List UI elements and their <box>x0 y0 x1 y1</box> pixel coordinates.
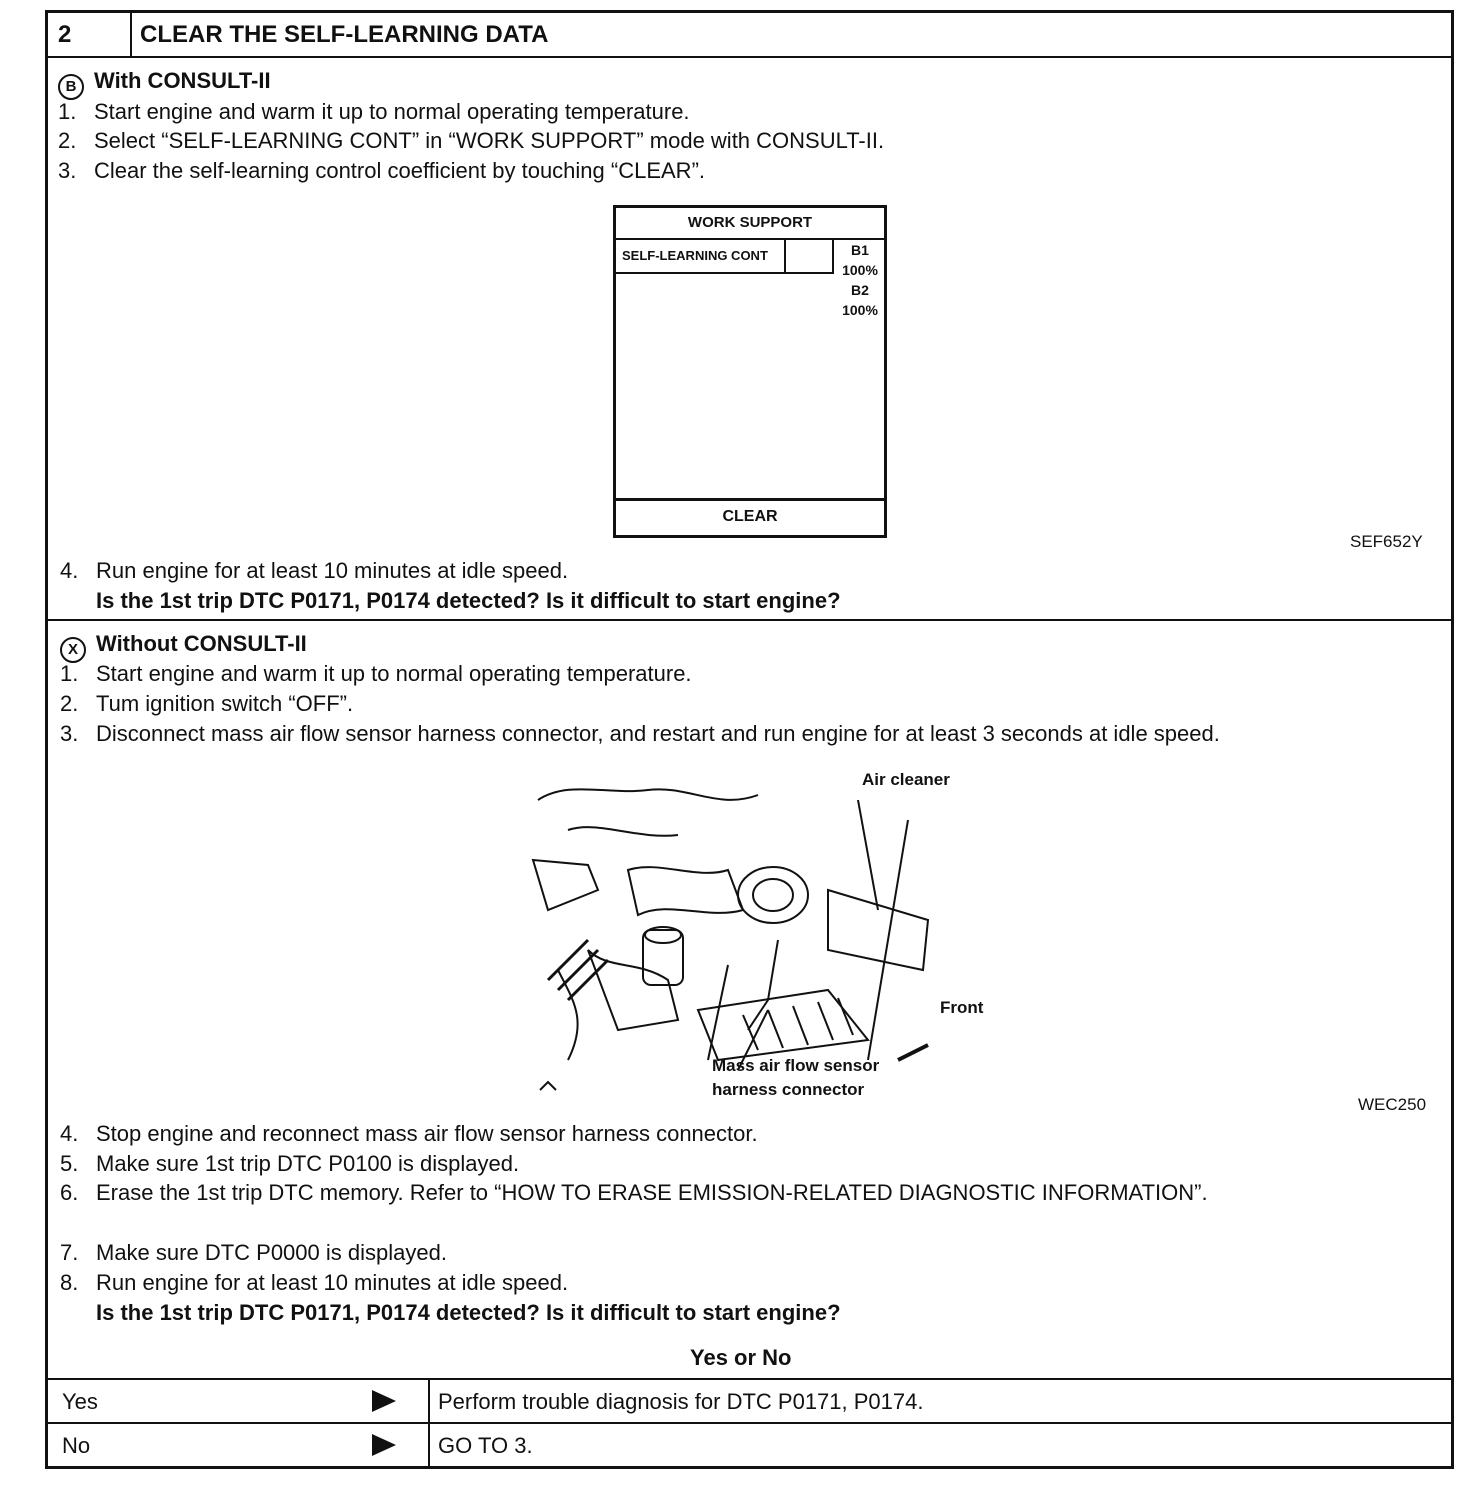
with-question: Is the 1st trip DTC P0171, P0174 detected? Is it difficult to start engine? <box>96 588 841 613</box>
front-label: Front <box>940 998 984 1017</box>
without-step-4: 4. Stop engine and reconnect mass air flow sensor harness connector. <box>60 1121 758 1146</box>
answer-yes: Yes <box>62 1389 98 1414</box>
arrow-right-icon <box>372 1434 396 1456</box>
clear-button[interactable]: CLEAR <box>616 498 884 535</box>
header-column-divider <box>130 10 132 57</box>
action-yes: Perform trouble diagnosis for DTC P0171, P0174. <box>438 1389 924 1414</box>
without-step-6: 6. Erase the 1st trip DTC memory. Refer to “HOW TO ERASE EMISSION-RELATED DIAGNOSTIC INFORMATION”. <box>60 1180 1208 1205</box>
with-step-1: 1. Start engine and warm it up to normal operating temperature. <box>58 99 690 124</box>
engine-bay-illustration <box>528 770 948 1100</box>
air-cleaner-leader <box>858 800 878 910</box>
engine-block-left <box>533 860 598 910</box>
result-column-divider <box>428 1378 430 1468</box>
no-consult-icon: X <box>60 637 86 663</box>
step-number: 2 <box>58 21 72 48</box>
arrow-right-icon <box>372 1390 396 1412</box>
with-step-3: 3. Clear the self-learning control coefficient by touching “CLEAR”. <box>58 158 706 183</box>
without-step-8: 8. Run engine for at least 10 minutes at idle speed. <box>60 1270 569 1295</box>
with-step-4: 4. Run engine for at least 10 minutes at idle speed. <box>60 558 569 583</box>
front-arrow <box>898 1045 928 1060</box>
work-support-screen <box>613 205 887 538</box>
b1-label: B1 <box>851 242 869 258</box>
step-title: CLEAR THE SELF-LEARNING DATA <box>140 21 549 48</box>
without-question: Is the 1st trip DTC P0171, P0174 detected? Is it difficult to start engine? <box>96 1300 841 1325</box>
air-cleaner-box <box>698 990 868 1060</box>
result-divider-mid <box>45 1422 1454 1424</box>
screen-title: WORK SUPPORT <box>616 208 884 240</box>
without-step-5: 5. Make sure 1st trip DTC P0100 is displayed. <box>60 1151 520 1176</box>
figure-ref-wec250: WEC250 <box>1358 1095 1427 1114</box>
without-step-7: 7. Make sure DTC P0000 is displayed. <box>60 1240 447 1265</box>
without-consult-heading: X Without CONSULT-II <box>60 631 307 663</box>
consult-icon: B <box>58 74 84 100</box>
action-no: GO TO 3. <box>438 1433 533 1458</box>
figure-ref-sef652y: SEF652Y <box>1350 532 1423 551</box>
b2-label: B2 <box>851 282 869 298</box>
yes-or-no-heading: Yes or No <box>690 1345 792 1370</box>
without-step-3: 3. Disconnect mass air flow sensor harness connector, and restart and run engine for at least 3 seconds at idle speed. <box>60 721 1220 746</box>
b2-value: 100% <box>842 302 878 318</box>
answer-no: No <box>62 1433 91 1458</box>
b1-value: 100% <box>842 262 878 278</box>
with-step-2: 2. Select “SELF-LEARNING CONT” in “WORK SUPPORT” mode with CONSULT-II. <box>58 128 885 153</box>
air-intake-tube <box>738 867 808 923</box>
maf-label-line2: harness connector <box>712 1080 865 1099</box>
air-cleaner-label: Air cleaner <box>862 770 950 789</box>
maf-label-line1: Mass air flow sensor <box>712 1056 880 1075</box>
section-divider <box>45 619 1454 621</box>
maf-leader <box>708 965 728 1060</box>
without-step-2: 2. Tum ignition switch “OFF”. <box>60 691 354 716</box>
self-learning-cont-item: SELF-LEARNING CONT <box>616 238 786 274</box>
with-consult-heading: B With CONSULT-II <box>58 68 271 100</box>
header-divider <box>45 56 1454 58</box>
without-step-1: 1. Start engine and warm it up to normal operating temperature. <box>60 661 692 686</box>
air-cleaner <box>828 890 928 970</box>
result-divider-top <box>45 1378 1454 1380</box>
hose-top <box>538 789 758 800</box>
intake-duct <box>628 867 743 915</box>
value-box <box>786 238 834 274</box>
